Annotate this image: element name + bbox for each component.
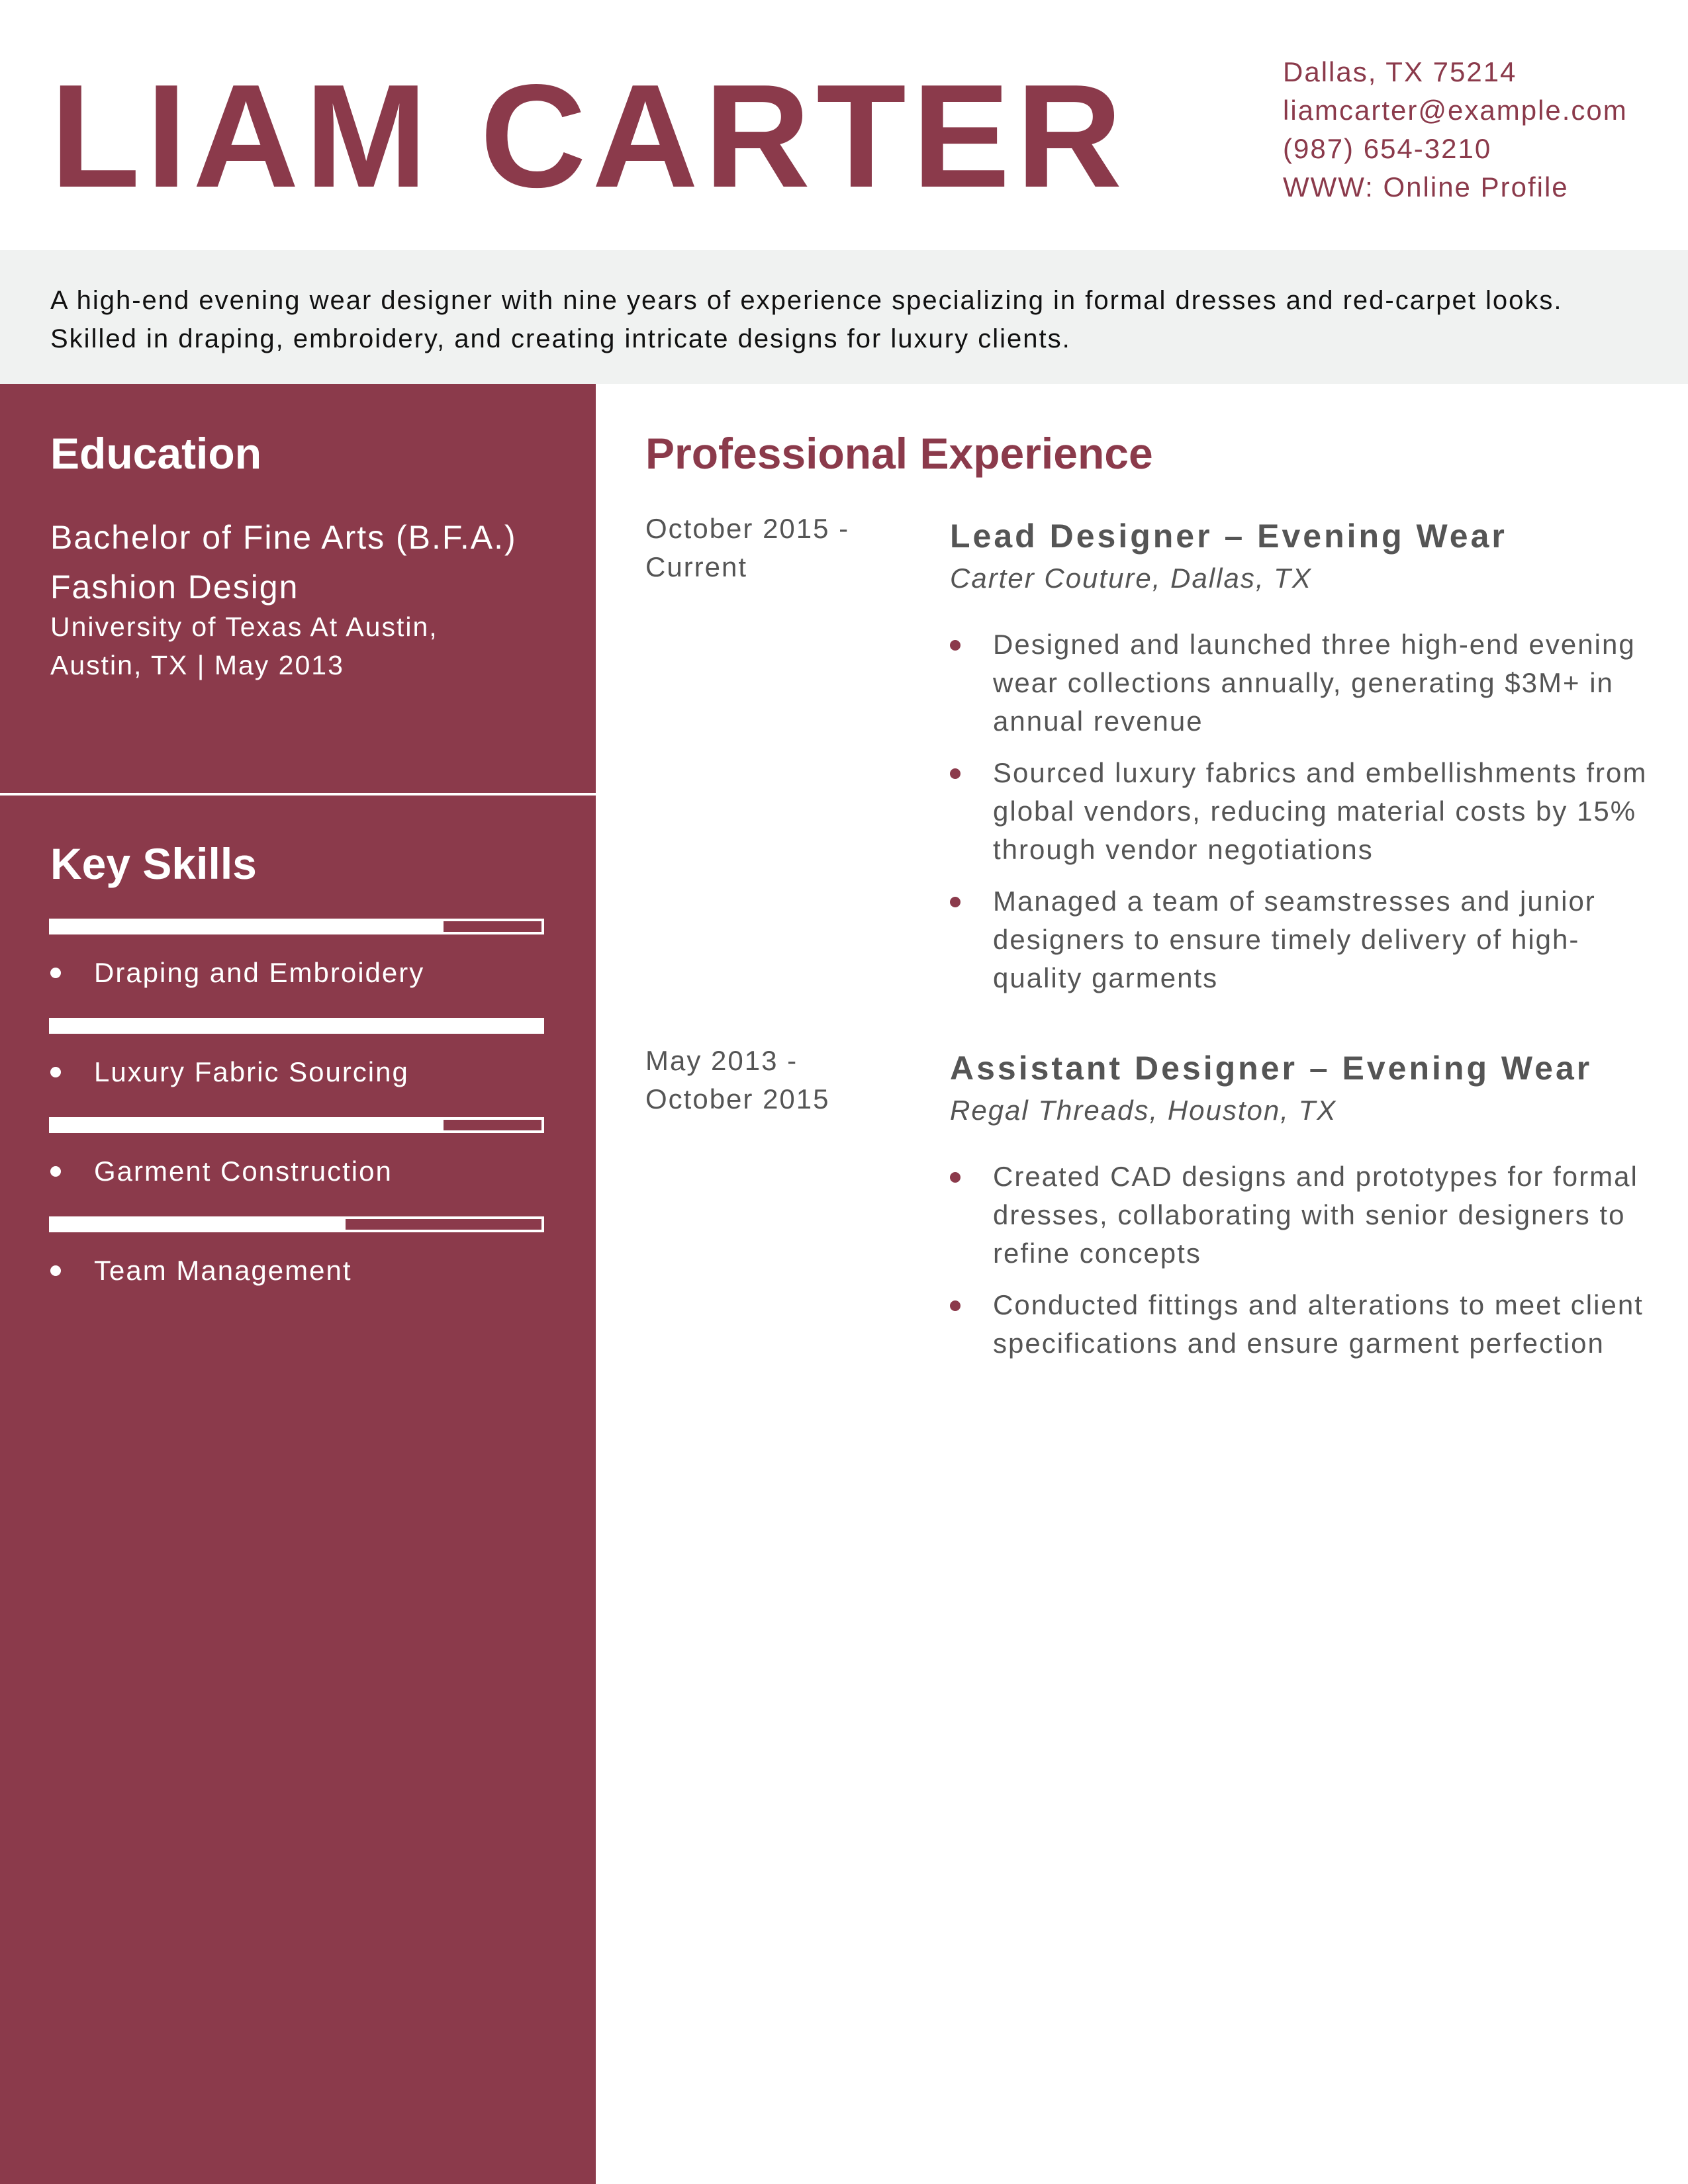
- job-company: Carter Couture, Dallas, TX: [950, 563, 1312, 594]
- job-bullet: [950, 1286, 1652, 1363]
- job-title: Lead Designer – Evening Wear: [950, 518, 1507, 555]
- skill-level-bar: [49, 1018, 544, 1034]
- skill-level-fill: [52, 1021, 541, 1031]
- experience-heading: Professional Experience: [645, 429, 1153, 478]
- education-location-date: Austin, TX | May 2013: [50, 650, 344, 680]
- job-bullet: [950, 625, 1652, 741]
- skills-heading: Key Skills: [50, 839, 257, 888]
- bullet-dot-icon: [950, 1300, 961, 1311]
- job-bullet: [950, 1158, 1652, 1273]
- bullet-dot-icon: [950, 640, 961, 651]
- contact-email[interactable]: liamcarter@example.com: [1283, 95, 1628, 126]
- bullet-dot-icon: [950, 1172, 961, 1183]
- job-date-start: October 2015 -: [645, 513, 850, 544]
- job-company: Regal Threads, Houston, TX: [950, 1095, 1337, 1126]
- candidate-name: LIAM CARTER: [50, 54, 1129, 218]
- skill-label: Draping and Embroidery: [94, 957, 425, 988]
- contact-info: [1283, 53, 1667, 206]
- sidebar-divider: [0, 793, 596, 796]
- bullet-dot-icon: [50, 1067, 61, 1077]
- resume-header: [0, 0, 1688, 250]
- education-school-block: [50, 608, 580, 684]
- job-bullet-text: Designed and launched three high-end evening wear collections annually, generating $3M+ in annual revenue: [993, 629, 1636, 737]
- contact-address: Dallas, TX 75214: [1283, 56, 1517, 87]
- job-bullet-text: Managed a team of seamstresses and junior designers to ensure timely delivery of high-quality garments: [993, 886, 1596, 993]
- skill-label: Luxury Fabric Sourcing: [94, 1056, 409, 1087]
- education-school: University of Texas At Austin,: [50, 612, 438, 642]
- job-date-end: Current: [645, 551, 748, 582]
- bullet-dot-icon: [50, 1166, 61, 1177]
- skill-level-fill: [52, 1219, 346, 1230]
- skill-label: Garment Construction: [94, 1156, 393, 1187]
- skill-item: [50, 1251, 352, 1291]
- bullet-dot-icon: [50, 1265, 61, 1276]
- job-dates: [645, 1042, 897, 1118]
- bullet-dot-icon: [50, 968, 61, 978]
- contact-phone[interactable]: (987) 654-3210: [1283, 133, 1492, 164]
- job-bullet: [950, 754, 1652, 869]
- job-bullets: [950, 625, 1652, 1011]
- skill-item: [50, 953, 424, 993]
- skill-item: [50, 1052, 409, 1092]
- skill-item: [50, 1152, 393, 1191]
- job-title: Assistant Designer – Evening Wear: [950, 1050, 1593, 1087]
- contact-website[interactable]: WWW: Online Profile: [1283, 171, 1569, 203]
- skill-level-bar: [49, 1117, 544, 1133]
- job-dates: [645, 510, 897, 586]
- bullet-dot-icon: [950, 897, 961, 907]
- job-bullet-text: Created CAD designs and prototypes for formal dresses, collaborating with senior designers to refine concepts: [993, 1161, 1638, 1269]
- education-degree: Bachelor of Fine Arts (B.F.A.): [50, 519, 517, 556]
- education-field: Fashion Design: [50, 569, 299, 606]
- skill-level-bar: [49, 1216, 544, 1232]
- job-bullets: [950, 1158, 1652, 1376]
- skill-label: Team Management: [94, 1255, 352, 1286]
- skill-level-fill: [52, 1120, 444, 1130]
- job-date-start: May 2013 -: [645, 1045, 798, 1076]
- job-bullet-text: Sourced luxury fabrics and embellishments from global vendors, reducing material costs by 15% through vendor negotiations: [993, 757, 1648, 865]
- professional-summary: A high-end evening wear designer with nine years of experience specializing in formal dresses and red-carpet looks. Skilled in draping, embroidery, and creating intricate designs for luxury clients.: [50, 286, 1563, 353]
- job-date-end: October 2015: [645, 1083, 830, 1115]
- skill-level-fill: [52, 921, 444, 932]
- skill-level-bar: [49, 919, 544, 934]
- bullet-dot-icon: [950, 768, 961, 779]
- education-heading: Education: [50, 429, 262, 478]
- education-degree-block: [50, 513, 580, 612]
- job-bullet: [950, 882, 1652, 997]
- job-bullet-text: Conducted fittings and alterations to meet client specifications and ensure garment perfection: [993, 1289, 1644, 1359]
